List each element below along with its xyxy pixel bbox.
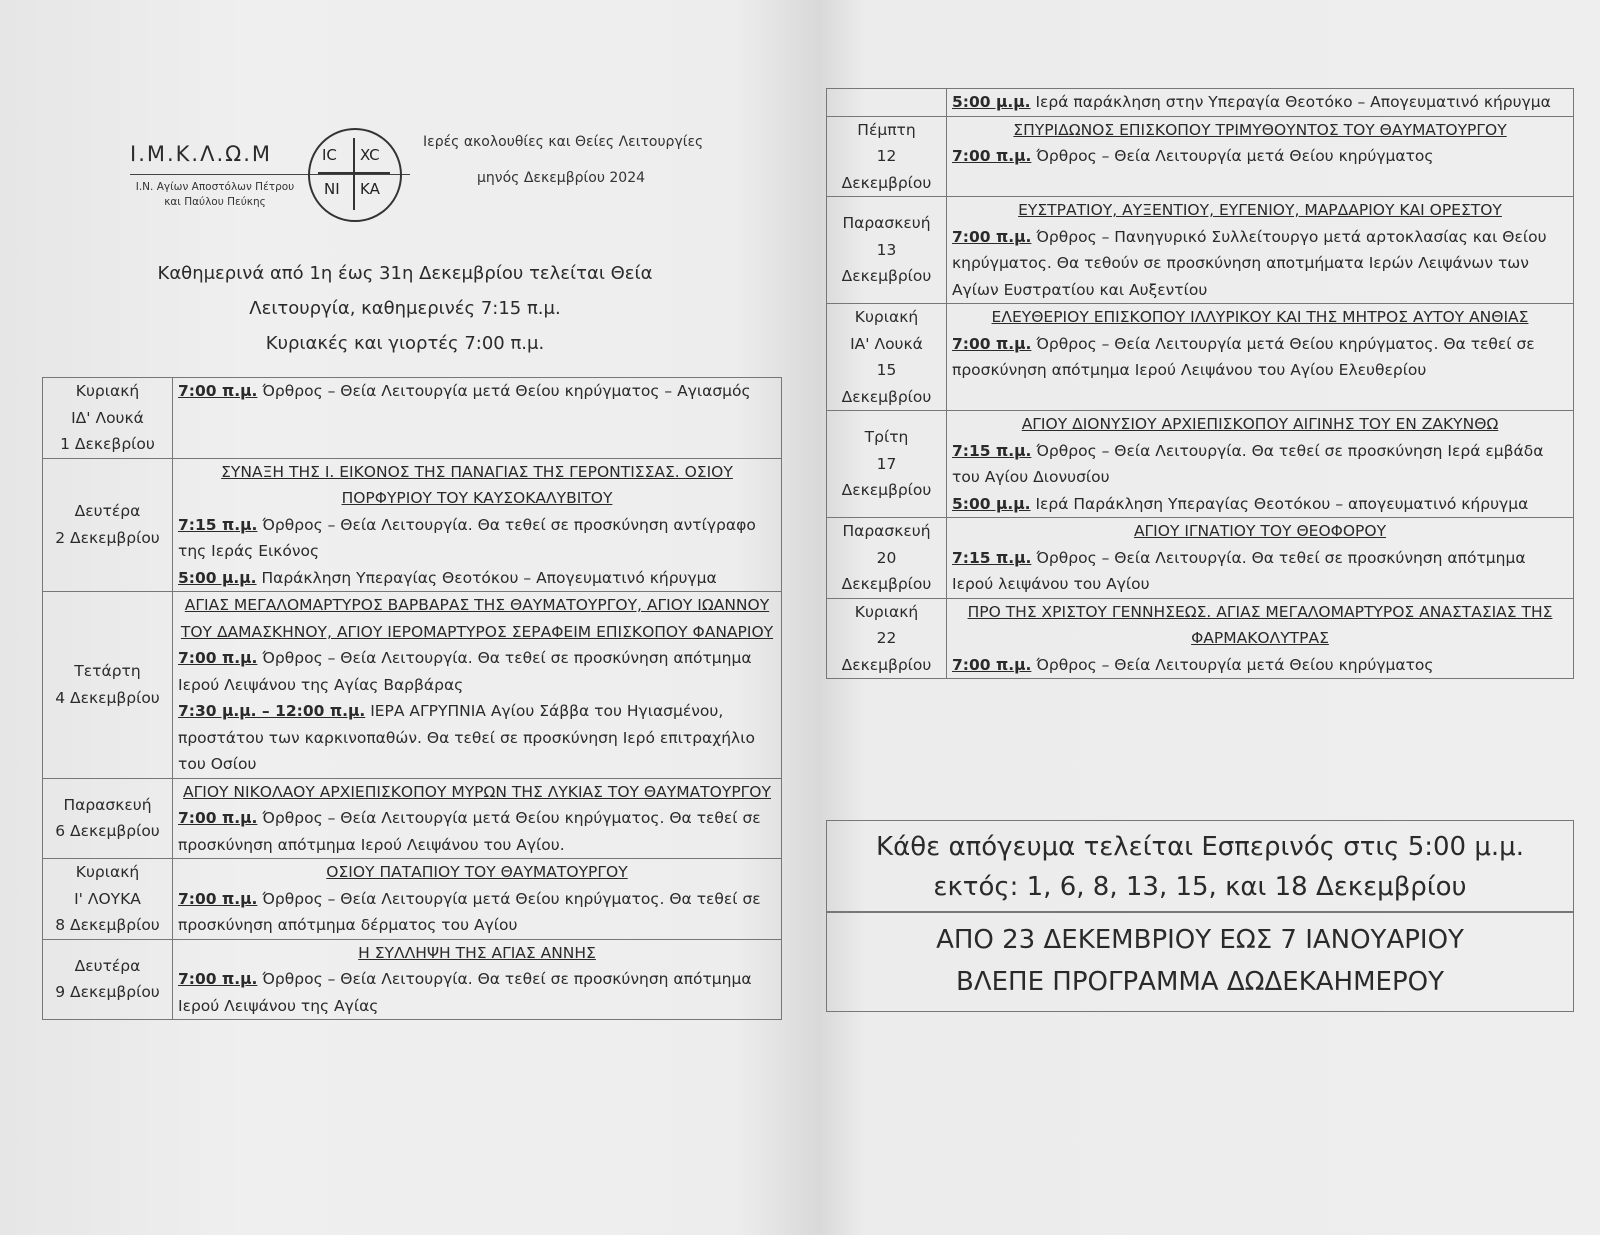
service-text: Όρθρος – Θεία Λειτουργία. Θα τεθεί σε προσκύνηση αντίγραφο της Ιεράς Εικόνος bbox=[178, 515, 756, 560]
services-cell bbox=[947, 411, 1574, 518]
feast-title: ΣΥΝΑΞΗ ΤΗΣ Ι. ΕΙΚΟΝΟΣ ΤΗΣ ΠΑΝΑΓΙΑΣ ΤΗΣ ΓΕΡΟΝΤΙΣΣΑΣ. ΟΣΙΟΥ ΠΟΡΦΥΡΙΟΥ ΤΟΥ ΚΑΥΣΟΚΑΛΥΒΙΤΟΥ bbox=[221, 462, 733, 507]
date-cell bbox=[43, 458, 173, 592]
feast-title: ΑΓΙΟΥ ΔΙΟΝΥΣΙΟΥ ΑΡΧΙΕΠΙΣΚΟΠΟΥ ΑΙΓΙΝΗΣ ΤΟΥ ΕΝ ΖΑΚΥΝΘΩ bbox=[1021, 415, 1499, 433]
service-entry bbox=[178, 805, 776, 858]
service-text: Ιερά παράκληση στην Υπεραγία Θεοτόκο – Απογευματινό κήρυγμα bbox=[1030, 93, 1551, 111]
date-date: Δεκεμβρίου bbox=[841, 655, 932, 674]
date-sub: 17 bbox=[876, 454, 897, 473]
schedule-row bbox=[827, 518, 1574, 599]
banner-line-1: ΑΠΟ 23 ΔΕΚΕΜΒΡΙΟΥ ΕΩΣ 7 ΙΑΝΟΥΑΡΙΟΥ bbox=[936, 925, 1464, 955]
service-text: Όρθρος – Θεία Λειτουργία. Θα τεθεί σε προσκύνηση απότμημα Ιερού λειψάνου του Αγίου bbox=[952, 548, 1526, 593]
service-time: 7:00 π.μ. bbox=[178, 970, 258, 988]
service-entry bbox=[178, 886, 776, 939]
feast-title: ΟΣΙΟΥ ΠΑΤΑΠΙΟΥ ΤΟΥ ΘΑΥΜΑΤΟΥΡΓΟΥ bbox=[326, 863, 628, 881]
services-cell bbox=[173, 378, 782, 459]
date-day: Τρίτη bbox=[864, 428, 909, 447]
services-cell bbox=[947, 116, 1574, 197]
service-entry bbox=[178, 378, 776, 405]
emblem-xc: XC bbox=[360, 146, 380, 164]
date-date: Δεκεμβρίου bbox=[841, 481, 932, 500]
date-day: Κυριακή bbox=[854, 308, 919, 326]
service-text: Όρθρος – Θεία Λειτουργία μετά Θείου κηρύγματος. Θα τεθεί σε προσκύνηση απότμημα Ιερού Λειψάνου του Αγίου Ελευθερίου bbox=[952, 334, 1535, 379]
service-entry bbox=[952, 224, 1568, 304]
service-entry bbox=[178, 966, 776, 1019]
service-entry bbox=[952, 143, 1568, 170]
service-text: ΙΕΡΑ ΑΓΡΥΠΝΙΑ Αγίου Σάββα του Ηγιασμένου, προστάτου των καρκινοπαθών. Θα τεθεί σε προσκύνηση Ιερό επιτραχήλιο του Οσίου bbox=[178, 702, 755, 773]
date-cell bbox=[827, 197, 947, 304]
service-entry bbox=[952, 652, 1568, 679]
date-cell bbox=[827, 116, 947, 197]
letterhead bbox=[130, 128, 770, 238]
date-day: Κυριακή bbox=[854, 602, 919, 621]
service-time: 7:15 π.μ. bbox=[952, 548, 1032, 567]
date-day: Παρασκευή bbox=[842, 522, 931, 540]
services-cell bbox=[947, 304, 1574, 411]
schedule-row bbox=[43, 458, 782, 592]
date-day: Δευτέρα bbox=[74, 956, 141, 975]
intro-line-3: Κυριακές και γιορτές 7:00 π.μ. bbox=[265, 333, 545, 354]
service-time: 5:00 μ.μ. bbox=[952, 93, 1031, 111]
date-date: 4 Δεκεμβρίου bbox=[55, 688, 160, 707]
services-cell bbox=[947, 89, 1574, 117]
date-cell bbox=[43, 939, 173, 1020]
header-line-1: Ιερές ακολουθίες και Θείες Λειτουργίες bbox=[423, 134, 704, 150]
service-time: 5:00 μ.μ. bbox=[178, 568, 257, 587]
date-day: Δευτέρα bbox=[74, 502, 141, 521]
date-day: Παρασκευή bbox=[842, 214, 931, 233]
service-text: Όρθρος – Θεία Λειτουργία. Θα τεθεί σε προσκύνηση Ιερά εμβάδα του Αγίου Διονυσίου bbox=[952, 441, 1544, 486]
emblem-ka: KA bbox=[360, 180, 380, 198]
date-cell bbox=[43, 378, 173, 459]
service-time: 7:30 μ.μ. – 12:00 π.μ. bbox=[178, 702, 366, 720]
service-text: Ιερά Παράκληση Υπεραγίας Θεοτόκου – απογευματινό κήρυγμα bbox=[1030, 494, 1529, 513]
feast-title: ΑΓΙΟΥ ΝΙΚΟΛΑΟΥ ΑΡΧΙΕΠΙΣΚΟΠΟΥ ΜΥΡΩΝ ΤΗΣ ΛΥΚΙΑΣ ΤΟΥ ΘΑΥΜΑΤΟΥΡΓΟΥ bbox=[183, 782, 771, 801]
service-time: 7:00 π.μ. bbox=[952, 227, 1032, 246]
date-cell bbox=[827, 411, 947, 518]
service-entry bbox=[952, 331, 1568, 384]
feast-title: ΑΓΙΑΣ ΜΕΓΑΛΟΜΑΡΤΥΡΟΣ ΒΑΡΒΑΡΑΣ ΤΗΣ ΘΑΥΜΑΤΟΥΡΓΟΥ, ΑΓΙΟΥ ΙΩΑΝΝΟΥ ΤΟΥ ΔΑΜΑΣΚΗΝΟΥ, ΑΓΙΟΥ ΙΕΡΟΜΑΡΤΥΡΟΣ ΣΕΡΑΦΕΙΜ ΕΠΙΣΚΟΠΟΥ ΦΑΝΑΡΙΟΥ bbox=[180, 596, 774, 641]
intro-line-1: Καθημερινά από 1η έως 31η Δεκεμβρίου τελείται Θεία bbox=[157, 263, 653, 284]
feast-title: ΕΛΕΥΘΕΡΙΟΥ ΕΠΙΣΚΟΠΟΥ ΙΛΛΥΡΙΚΟΥ ΚΑΙ ΤΗΣ ΜΗΤΡΟΣ ΑΥΤΟΥ ΑΝΘΙΑΣ bbox=[991, 308, 1529, 326]
vespers-note-line-1: Κάθε απόγευμα τελείται Εσπερινός στις 5:00 μ.μ. bbox=[876, 832, 1524, 862]
date-cell bbox=[43, 778, 173, 859]
date-sub: 20 bbox=[876, 548, 897, 567]
service-time: 7:00 π.μ. bbox=[952, 334, 1032, 353]
service-entry bbox=[178, 565, 776, 592]
schedule-row bbox=[827, 197, 1574, 304]
schedule-row bbox=[43, 592, 782, 779]
date-date: 15 Δεκεμβρίου bbox=[841, 361, 932, 406]
cross-vertical bbox=[353, 138, 355, 210]
service-time: 7:00 π.μ. bbox=[178, 649, 258, 667]
date-day: Τετάρτη bbox=[74, 662, 141, 681]
schedule-row bbox=[43, 859, 782, 940]
date-date: 9 Δεκεμβρίου bbox=[55, 983, 160, 1002]
org-subtitle: Ι.Ν. Αγίων Αποστόλων Πέτρου και Παύλου Πεύκης bbox=[135, 181, 295, 208]
date-sub: ΙΔ' Λουκά bbox=[71, 408, 144, 427]
service-text: Όρθρος – Θεία Λειτουργία μετά Θείου κηρύγματος. Θα τεθεί σε προσκύνηση απότμημα δέρματος του Αγίου bbox=[178, 889, 761, 934]
date-cell bbox=[827, 89, 947, 117]
schedule-row bbox=[827, 116, 1574, 197]
date-date: 6 Δεκεμβρίου bbox=[55, 822, 160, 841]
date-date: Δεκεμβρίου bbox=[841, 267, 932, 286]
date-cell bbox=[827, 518, 947, 599]
twelve-days-banner bbox=[826, 912, 1574, 1012]
feast-title: Η ΣΥΛΛΗΨΗ ΤΗΣ ΑΓΙΑΣ ΑΝΝΗΣ bbox=[358, 943, 596, 962]
emblem-ic: IC bbox=[322, 146, 337, 164]
schedule-row bbox=[827, 411, 1574, 518]
date-sub: 13 bbox=[876, 240, 897, 259]
date-day: Κυριακή bbox=[75, 382, 140, 400]
schedule-row bbox=[827, 304, 1574, 411]
service-text: Όρθρος – Πανηγυρικό Συλλείτουργο μετά αρτοκλασίας και Θείου κηρύγματος. Θα τεθούν σε προσκύνηση αποτμήματα Ιερών Λειψάνων των Αγίων Ευστρατίου και Αυξεντίου bbox=[952, 227, 1547, 299]
feast-title: ΕΥΣΤΡΑΤΙΟΥ, ΑΥΞΕΝΤΙΟΥ, ΕΥΓΕΝΙΟΥ, ΜΑΡΔΑΡΙΟΥ ΚΑΙ ΟΡΕΣΤΟΥ bbox=[1018, 201, 1502, 219]
date-sub: Ι' ΛΟΥΚΑ bbox=[74, 889, 141, 908]
services-cell bbox=[173, 458, 782, 592]
header-line-2: μηνός Δεκεμβρίου 2024 bbox=[477, 170, 646, 186]
feast-title: ΑΓΙΟΥ ΙΓΝΑΤΙΟΥ ΤΟΥ ΘΕΟΦΟΡΟΥ bbox=[1133, 522, 1387, 540]
service-entry bbox=[178, 698, 776, 778]
emblem-ni: NI bbox=[324, 180, 340, 198]
cross-horizontal bbox=[318, 172, 390, 174]
service-time: 7:00 π.μ. bbox=[178, 889, 258, 908]
schedule-table-right bbox=[826, 88, 1574, 679]
feast-title: ΠΡΟ ΤΗΣ ΧΡΙΣΤΟΥ ΓΕΝΝΗΣΕΩΣ. ΑΓΙΑΣ ΜΕΓΑΛΟΜΑΡΤΥΡΟΣ ΑΝΑΣΤΑΣΙΑΣ ΤΗΣ ΦΑΡΜΑΚΟΛΥΤΡΑΣ bbox=[967, 602, 1553, 647]
service-text: Όρθρος – Θεία Λειτουργία μετά Θείου κηρύγματος – Αγιασμός bbox=[257, 382, 751, 400]
date-cell bbox=[827, 598, 947, 679]
service-time: 7:00 π.μ. bbox=[178, 809, 258, 827]
services-cell bbox=[947, 518, 1574, 599]
service-time: 7:00 π.μ. bbox=[952, 655, 1032, 674]
schedule-row bbox=[43, 778, 782, 859]
date-date: Δεκεμβρίου bbox=[841, 173, 932, 192]
date-date: Δεκεμβρίου bbox=[841, 575, 932, 593]
services-cell bbox=[173, 859, 782, 940]
date-sub: 12 bbox=[876, 147, 897, 165]
schedule-row bbox=[827, 89, 1574, 117]
date-date: 8 Δεκεμβρίου bbox=[55, 916, 160, 934]
schedule-row bbox=[43, 939, 782, 1020]
services-cell bbox=[947, 197, 1574, 304]
service-text: Παράκληση Υπεραγίας Θεοτόκου – Απογευματινό κήρυγμα bbox=[256, 568, 717, 587]
feast-title: ΣΠΥΡΙΔΩΝΟΣ ΕΠΙΣΚΟΠΟΥ ΤΡΙΜΥΘΟΥΝΤΟΣ ΤΟΥ ΘΑΥΜΑΤΟΥΡΓΟΥ bbox=[1013, 120, 1507, 139]
vespers-note bbox=[826, 820, 1574, 912]
service-entry bbox=[952, 491, 1568, 518]
date-cell bbox=[43, 859, 173, 940]
schedule-row bbox=[827, 598, 1574, 679]
service-entry bbox=[952, 89, 1568, 116]
service-text: Όρθρος – Θεία Λειτουργία μετά Θείου κηρύγματος bbox=[1031, 147, 1434, 165]
date-sub: 22 bbox=[876, 629, 897, 647]
service-time: 7:00 π.μ. bbox=[952, 147, 1032, 165]
service-time: 7:15 π.μ. bbox=[178, 515, 258, 534]
cross-emblem-icon bbox=[308, 128, 402, 222]
vespers-note-line-2: εκτός: 1, 6, 8, 13, 15, και 18 Δεκεμβρίου bbox=[933, 872, 1467, 902]
date-date: 2 Δεκεμβρίου bbox=[55, 528, 160, 547]
service-entry bbox=[952, 438, 1568, 491]
service-text: Όρθρος – Θεία Λειτουργία μετά Θείου κηρύγματος bbox=[1031, 655, 1434, 674]
banner-line-2: ΒΛΕΠΕ ΠΡΟΓΡΑΜΜΑ ΔΩΔΕΚΑΗΜΕΡΟΥ bbox=[956, 967, 1444, 997]
date-cell bbox=[827, 304, 947, 411]
date-day: Παρασκευή bbox=[63, 795, 152, 814]
date-date: 1 Δεκεβρίου bbox=[60, 435, 155, 453]
service-entry bbox=[952, 545, 1568, 598]
services-cell bbox=[173, 778, 782, 859]
date-sub: ΙΑ' Λουκά bbox=[850, 334, 923, 353]
services-cell bbox=[173, 939, 782, 1020]
schedule-row bbox=[43, 378, 782, 459]
service-time: 5:00 μ.μ. bbox=[952, 494, 1031, 513]
services-cell bbox=[947, 598, 1574, 679]
intro-text bbox=[80, 256, 730, 361]
intro-line-2: Λειτουργία, καθημερινές 7:15 π.μ. bbox=[249, 298, 561, 319]
date-cell bbox=[43, 592, 173, 779]
service-time: 7:00 π.μ. bbox=[178, 382, 258, 400]
date-day: Πέμπτη bbox=[857, 120, 916, 139]
org-title: Ι.Μ.Κ.Λ.Ω.Μ bbox=[130, 142, 272, 166]
date-day: Κυριακή bbox=[75, 863, 140, 881]
service-entry bbox=[178, 512, 776, 565]
service-text: Όρθρος – Θεία Λειτουργία. Θα τεθεί σε προσκύνηση απότμημα Ιερού Λειψάνου της Αγίας bbox=[178, 970, 752, 1015]
service-time: 7:15 π.μ. bbox=[952, 441, 1032, 460]
services-cell bbox=[173, 592, 782, 779]
schedule-table-left bbox=[42, 377, 782, 1020]
service-entry bbox=[178, 645, 776, 698]
service-text: Όρθρος – Θεία Λειτουργία. Θα τεθεί σε προσκύνηση απότμημα Ιερού Λειψάνου της Αγίας Βαρβάρας bbox=[178, 649, 752, 694]
service-text: Όρθρος – Θεία Λειτουργία μετά Θείου κηρύγματος. Θα τεθεί σε προσκύνηση απότμημα Ιερού Λειψάνου του Αγίου. bbox=[178, 809, 761, 854]
